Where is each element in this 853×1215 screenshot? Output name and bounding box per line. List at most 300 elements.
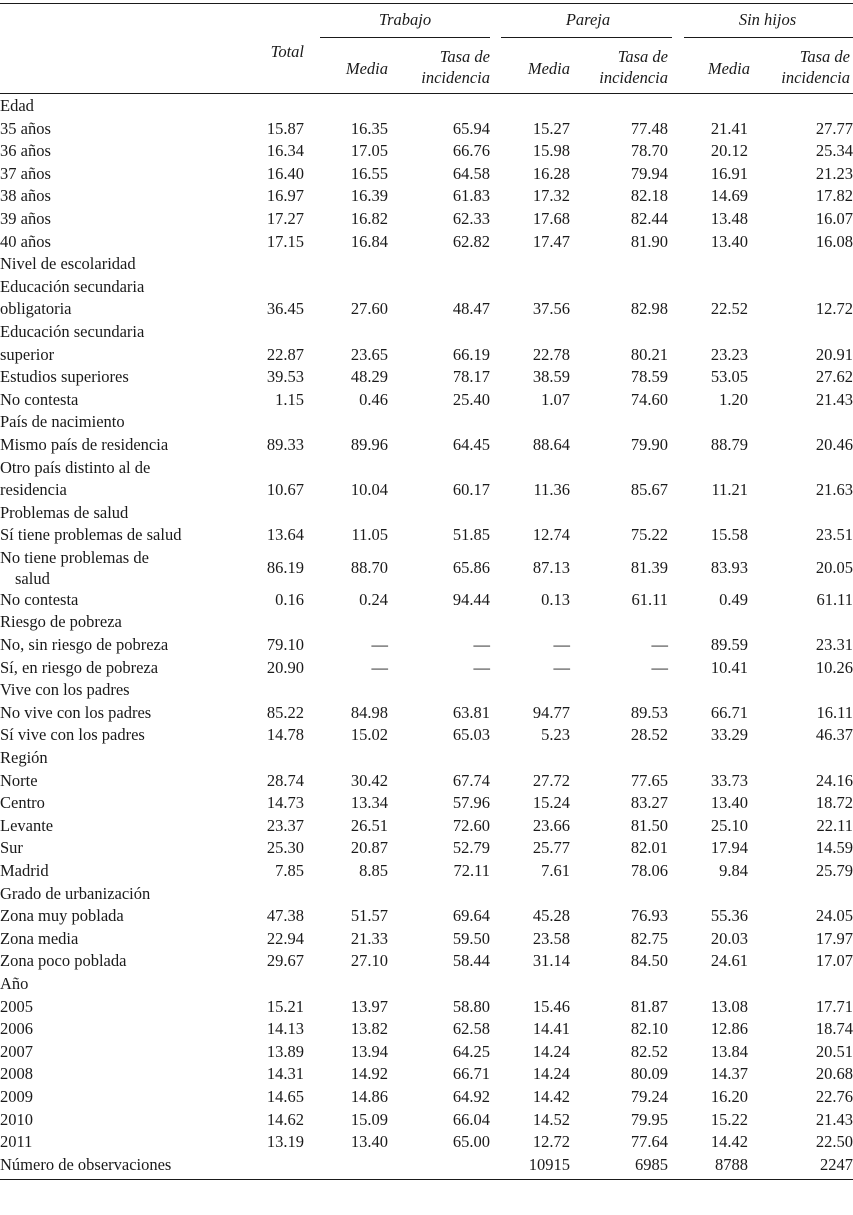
observations-value	[388, 1154, 490, 1177]
cell-value: 65.86	[452, 557, 490, 577]
cell-value: 13.08	[710, 996, 748, 1016]
row-label: Madrid	[0, 861, 49, 880]
cell-value: 86.19	[266, 557, 304, 577]
cell-value: 20.51	[815, 1041, 853, 1061]
cell-value: —	[651, 657, 668, 677]
cell-value: 36.45	[266, 299, 304, 319]
cell-value: 18.74	[815, 1019, 853, 1039]
cell-value: 20.12	[710, 141, 748, 161]
cell-value: 17.71	[815, 996, 853, 1016]
cell-value: 83.27	[630, 793, 668, 813]
cell-value: 15.87	[266, 118, 304, 138]
cell-value: 14.86	[350, 1086, 388, 1106]
cell-value: 10.04	[350, 480, 388, 500]
cell-value: 16.11	[816, 702, 853, 722]
row-label: 38 años	[0, 186, 51, 206]
row-label: Zona media	[0, 928, 79, 948]
cell-value: 45.28	[532, 906, 570, 926]
table-row	[0, 1018, 853, 1041]
table-row	[0, 118, 853, 141]
row-label-cont: obligatoria	[0, 299, 72, 319]
section-title: Región	[0, 748, 48, 768]
cell-value: 12.72	[815, 299, 853, 319]
cell-value: 84.50	[630, 951, 668, 971]
cell-value: 23.31	[815, 635, 853, 655]
cell-value: —	[473, 635, 490, 655]
cell-value: 20.46	[815, 434, 853, 454]
table-row	[0, 928, 853, 951]
cell-value: 66.19	[452, 344, 490, 364]
section-title: Riesgo de pobreza	[0, 612, 122, 632]
cell-value: 14.69	[710, 186, 748, 206]
table-row	[0, 231, 853, 254]
cell-value: 10.26	[815, 657, 853, 677]
cell-value: 13.40	[350, 1132, 388, 1152]
row-label: No contesta	[0, 589, 79, 609]
cell-value: 5.23	[541, 725, 570, 745]
cell-value: 62.82	[452, 231, 490, 251]
cell-value: 89.59	[710, 635, 748, 655]
cell-value: 14.78	[266, 725, 304, 745]
table-row	[0, 860, 853, 883]
cell-value: 15.09	[350, 1109, 388, 1129]
cell-value: 15.58	[710, 525, 748, 545]
cell-value: 16.35	[350, 118, 388, 138]
cell-value: 53.05	[710, 367, 748, 387]
cell-value: 7.85	[275, 861, 304, 880]
row-label: Otro país distinto al de	[0, 457, 151, 477]
cell-value: 0.46	[359, 389, 388, 409]
cell-value: 14.37	[710, 1064, 748, 1084]
table-row	[0, 479, 853, 502]
cell-value: 39.53	[266, 367, 304, 387]
cell-value: 20.90	[266, 657, 304, 677]
cell-value: 21.41	[710, 118, 748, 138]
cell-value: 82.18	[630, 186, 668, 206]
cell-value: 65.94	[452, 118, 490, 138]
cell-value: 17.68	[532, 208, 570, 228]
row-label-line1: No tiene problemas de	[0, 547, 149, 567]
cell-value: —	[473, 657, 490, 677]
row-label: Educación secundaria	[0, 321, 145, 341]
cell-value: 89.53	[630, 702, 668, 722]
cell-value: 75.22	[630, 525, 668, 545]
cell-value: 57.96	[452, 793, 490, 813]
cell-value: 15.22	[710, 1109, 748, 1129]
cell-value: —	[553, 635, 570, 655]
cell-value: 82.44	[630, 208, 668, 228]
cell-value: 27.10	[350, 951, 388, 971]
cell-value: 25.40	[452, 389, 490, 409]
cell-value: —	[371, 657, 388, 677]
cell-value: 82.10	[630, 1019, 668, 1039]
cell-value: 94.77	[532, 702, 570, 722]
cell-value: 22.76	[815, 1086, 853, 1106]
cell-value: 33.73	[710, 770, 748, 790]
row-label: Mismo país de residencia	[0, 434, 169, 454]
cell-value: 61.83	[452, 186, 490, 206]
row-label: Norte	[0, 770, 38, 790]
cell-value: 76.93	[630, 906, 668, 926]
cell-value: 79.24	[630, 1086, 668, 1106]
table-row	[0, 366, 853, 389]
cell-value: 72.60	[452, 815, 490, 835]
cell-value: 17.32	[532, 186, 570, 206]
cell-value: 81.39	[630, 557, 668, 577]
cell-value: 16.34	[266, 141, 304, 161]
observations-value: 10915	[528, 1154, 570, 1174]
cell-value: 80.09	[630, 1064, 668, 1084]
cell-value: 62.33	[452, 208, 490, 228]
cell-value: 31.14	[532, 951, 570, 971]
table-row	[0, 524, 853, 547]
cell-value: 21.43	[815, 389, 853, 409]
section-row	[0, 611, 853, 634]
cell-value: 37.56	[532, 299, 570, 319]
cell-value: 13.48	[710, 208, 748, 228]
table-row	[0, 185, 853, 208]
cell-value: 94.44	[452, 589, 490, 609]
table-row	[0, 1131, 853, 1154]
section-row	[0, 883, 853, 906]
cell-value: 15.27	[532, 118, 570, 138]
cell-value: 0.16	[275, 589, 304, 609]
table-row	[0, 1109, 853, 1132]
header-pareja-tasa-1: Tasa de	[617, 47, 668, 66]
table-row	[0, 589, 853, 612]
row-label: Sí vive con los padres	[0, 725, 145, 745]
cell-value: 77.64	[630, 1132, 668, 1152]
row-label-cont: residencia	[0, 480, 67, 500]
header-trabajo-tasa-2: incidencia	[421, 68, 490, 87]
cell-value: 15.98	[532, 141, 570, 161]
section-row	[0, 253, 853, 276]
section-title: Año	[0, 973, 29, 993]
cell-value: 16.97	[266, 186, 304, 206]
cell-value: 10.41	[710, 657, 748, 677]
row-label	[0, 547, 248, 589]
cell-value: 14.24	[532, 1064, 570, 1084]
row-label: Sí, en riesgo de pobreza	[0, 657, 159, 677]
row-label: 36 años	[0, 141, 51, 161]
cell-value: 14.52	[532, 1109, 570, 1129]
cell-value: 72.11	[453, 861, 490, 880]
cell-value: 25.79	[815, 861, 853, 880]
table-row	[0, 815, 853, 838]
cell-value: 14.92	[350, 1064, 388, 1084]
cell-value: 48.47	[452, 299, 490, 319]
cell-value: 17.05	[350, 141, 388, 161]
top-rule	[0, 3, 853, 4]
cell-value: 27.62	[815, 367, 853, 387]
cell-value: 64.25	[452, 1041, 490, 1061]
cell-value: 16.39	[350, 186, 388, 206]
cell-value: 21.63	[815, 480, 853, 500]
cell-value: 58.80	[452, 996, 490, 1016]
cell-value: 16.20	[710, 1086, 748, 1106]
cell-value: 77.48	[630, 118, 668, 138]
table-row	[0, 905, 853, 928]
table-row	[0, 1086, 853, 1109]
cell-value: 21.23	[815, 163, 853, 183]
table-row	[0, 724, 853, 747]
cell-value: 13.89	[266, 1041, 304, 1061]
cell-value: 66.71	[452, 1064, 490, 1084]
table-row	[0, 996, 853, 1019]
table-row	[0, 140, 853, 163]
row-label: Sur	[0, 838, 23, 858]
cell-value: 52.79	[452, 838, 490, 858]
group-rule-sin-hijos	[684, 37, 853, 38]
cell-value: 87.13	[532, 557, 570, 577]
cell-value: 51.85	[452, 525, 490, 545]
cell-value: 16.08	[815, 231, 853, 251]
table-row	[0, 298, 853, 321]
cell-value: 22.52	[710, 299, 748, 319]
table-row-label	[0, 276, 853, 299]
table-row	[0, 657, 853, 680]
cell-value: 16.91	[710, 163, 748, 183]
group-header-sin-hijos: Sin hijos	[738, 10, 797, 29]
cell-value: 12.86	[710, 1019, 748, 1039]
observations-value: 2247	[820, 1154, 853, 1174]
table-row	[0, 344, 853, 367]
cell-value: 11.05	[351, 525, 388, 545]
observations-value: 8788	[715, 1154, 748, 1174]
cell-value: 1.15	[275, 389, 304, 409]
cell-value: 7.61	[541, 861, 570, 880]
cell-value: 1.07	[541, 389, 570, 409]
cell-value: 23.65	[350, 344, 388, 364]
cell-value: 16.84	[350, 231, 388, 251]
cell-value: 27.77	[815, 118, 853, 138]
cell-value: 33.29	[710, 725, 748, 745]
cell-value: 16.07	[815, 208, 853, 228]
row-label: Centro	[0, 793, 45, 813]
cell-value: 0.24	[359, 589, 388, 609]
cell-value: 0.49	[719, 589, 748, 609]
cell-value: 88.79	[710, 434, 748, 454]
bottom-rule	[0, 1179, 853, 1180]
row-label: 39 años	[0, 208, 51, 228]
cell-value: 1.20	[719, 389, 748, 409]
table-row	[0, 950, 853, 973]
cell-value: 22.11	[816, 815, 853, 835]
cell-value: 15.24	[532, 793, 570, 813]
cell-value: 64.45	[452, 434, 490, 454]
cell-value: 17.97	[815, 928, 853, 948]
table-row	[0, 770, 853, 793]
cell-value: 23.37	[266, 815, 304, 835]
cell-value: 13.82	[350, 1019, 388, 1039]
cell-value: 85.67	[630, 480, 668, 500]
header-trabajo-media: Media	[345, 59, 388, 78]
cell-value: 67.74	[452, 770, 490, 790]
cell-value: 16.40	[266, 163, 304, 183]
observations-value: 6985	[635, 1154, 668, 1174]
cell-value: 13.40	[710, 231, 748, 251]
row-label: 40 años	[0, 231, 51, 251]
cell-value: 14.41	[532, 1019, 570, 1039]
cell-value: 21.33	[350, 928, 388, 948]
cell-value: 65.03	[452, 725, 490, 745]
cell-value: 83.93	[710, 557, 748, 577]
cell-value: 20.05	[815, 557, 853, 577]
cell-value: 48.29	[350, 367, 388, 387]
cell-value: 14.31	[266, 1064, 304, 1084]
cell-value: 14.24	[532, 1041, 570, 1061]
cell-value: 17.94	[710, 838, 748, 858]
cell-value: 17.82	[815, 186, 853, 206]
cell-value: 60.17	[452, 480, 490, 500]
cell-value: 85.22	[266, 702, 304, 722]
cell-value: 9.84	[719, 861, 748, 880]
cell-value: 21.43	[815, 1109, 853, 1129]
table-row-label	[0, 321, 853, 344]
cell-value: 88.64	[532, 434, 570, 454]
cell-value: 66.04	[452, 1109, 490, 1129]
cell-value: 38.59	[532, 367, 570, 387]
cell-value: 17.47	[532, 231, 570, 251]
cell-value: 22.87	[266, 344, 304, 364]
cell-value: 62.58	[452, 1019, 490, 1039]
cell-value: 25.30	[266, 838, 304, 858]
cell-value: 82.98	[630, 299, 668, 319]
row-label: 37 años	[0, 163, 51, 183]
cell-value: 13.34	[350, 793, 388, 813]
cell-value: —	[371, 635, 388, 655]
cell-value: 55.36	[710, 906, 748, 926]
cell-value: 59.50	[452, 928, 490, 948]
cell-value: 64.92	[452, 1086, 490, 1106]
group-rule-trabajo	[320, 37, 490, 38]
row-label: 2010	[0, 1109, 33, 1129]
section-title: Grado de urbanización	[0, 883, 151, 903]
table-row	[0, 1063, 853, 1086]
section-row	[0, 747, 853, 770]
header-rule	[0, 93, 853, 94]
cell-value: 79.10	[266, 635, 304, 655]
cell-value: 30.42	[350, 770, 388, 790]
cell-value: 17.07	[815, 951, 853, 971]
row-label: Zona poco poblada	[0, 951, 127, 971]
observations-value	[248, 1154, 304, 1177]
table-row	[0, 634, 853, 657]
row-label: 2006	[0, 1019, 33, 1039]
cell-value: 82.75	[630, 928, 668, 948]
cell-value: 65.00	[452, 1132, 490, 1152]
table-row-label	[0, 457, 853, 480]
cell-value: 13.94	[350, 1041, 388, 1061]
cell-value: 0.13	[541, 589, 570, 609]
cell-value: 12.74	[532, 525, 570, 545]
cell-value: —	[651, 635, 668, 655]
row-label: Sí tiene problemas de salud	[0, 525, 182, 545]
cell-value: 78.70	[630, 141, 668, 161]
cell-value: 17.15	[266, 231, 304, 251]
row-label: Levante	[0, 815, 54, 835]
row-label: Educación secundaria	[0, 276, 145, 296]
cell-value: 28.52	[630, 725, 668, 745]
cell-value: 58.44	[452, 951, 490, 971]
cell-value: —	[553, 657, 570, 677]
group-header-pareja: Pareja	[565, 10, 611, 29]
section-title: País de nacimiento	[0, 412, 125, 432]
cell-value: 29.67	[266, 951, 304, 971]
row-label: No, sin riesgo de pobreza	[0, 635, 169, 655]
cell-value: 14.42	[532, 1086, 570, 1106]
cell-value: 89.96	[350, 434, 388, 454]
cell-value: 16.55	[350, 163, 388, 183]
cell-value: 82.52	[630, 1041, 668, 1061]
table-row	[0, 837, 853, 860]
cell-value: 79.94	[630, 163, 668, 183]
cell-value: 22.78	[532, 344, 570, 364]
cell-value: 25.34	[815, 141, 853, 161]
row-label-line2: salud	[15, 568, 50, 588]
cell-value: 15.02	[350, 725, 388, 745]
table-row	[0, 1041, 853, 1064]
cell-value: 78.06	[630, 861, 668, 880]
section-row	[0, 679, 853, 702]
row-label: 35 años	[0, 118, 51, 138]
observations-label: Número de observaciones	[0, 1154, 172, 1174]
cell-value: 47.38	[266, 906, 304, 926]
header-total: Total	[270, 42, 304, 61]
cell-value: 14.59	[815, 838, 853, 858]
section-row	[0, 411, 853, 434]
cell-value: 69.64	[452, 906, 490, 926]
section-title: Edad	[0, 96, 34, 115]
cell-value: 14.13	[266, 1019, 304, 1039]
cell-value: 17.27	[266, 208, 304, 228]
cell-value: 20.03	[710, 928, 748, 948]
header-sinhijos-media: Media	[707, 59, 750, 78]
table-row	[0, 389, 853, 412]
cell-value: 78.17	[452, 367, 490, 387]
cell-value: 77.65	[630, 770, 668, 790]
header-sinhijos-tasa-2: incidencia	[781, 68, 850, 87]
cell-value: 27.72	[532, 770, 570, 790]
table-row	[0, 702, 853, 725]
cell-value: 79.95	[630, 1109, 668, 1129]
group-header-trabajo: Trabajo	[378, 10, 432, 29]
section-row	[0, 95, 853, 118]
cell-value: 25.10	[710, 815, 748, 835]
cell-value: 63.81	[452, 702, 490, 722]
cell-value: 20.91	[815, 344, 853, 364]
section-row	[0, 502, 853, 525]
cell-value: 13.64	[266, 525, 304, 545]
row-label: 2007	[0, 1041, 33, 1061]
header-pareja-tasa-2: incidencia	[599, 68, 668, 87]
cell-value: 66.71	[710, 702, 748, 722]
header-sinhijos-tasa-1: Tasa de	[799, 47, 850, 66]
cell-value: 24.05	[815, 906, 853, 926]
cell-value: 81.90	[630, 231, 668, 251]
table-row	[0, 792, 853, 815]
cell-value: 25.77	[532, 838, 570, 858]
cell-value: 16.82	[350, 208, 388, 228]
row-label: No vive con los padres	[0, 702, 152, 722]
cell-value: 74.60	[630, 389, 668, 409]
cell-value: 14.65	[266, 1086, 304, 1106]
cell-value: 82.01	[630, 838, 668, 858]
row-label-cont: superior	[0, 344, 55, 364]
cell-value: 13.97	[350, 996, 388, 1016]
header-pareja-media: Media	[527, 59, 570, 78]
cell-value: 66.76	[452, 141, 490, 161]
